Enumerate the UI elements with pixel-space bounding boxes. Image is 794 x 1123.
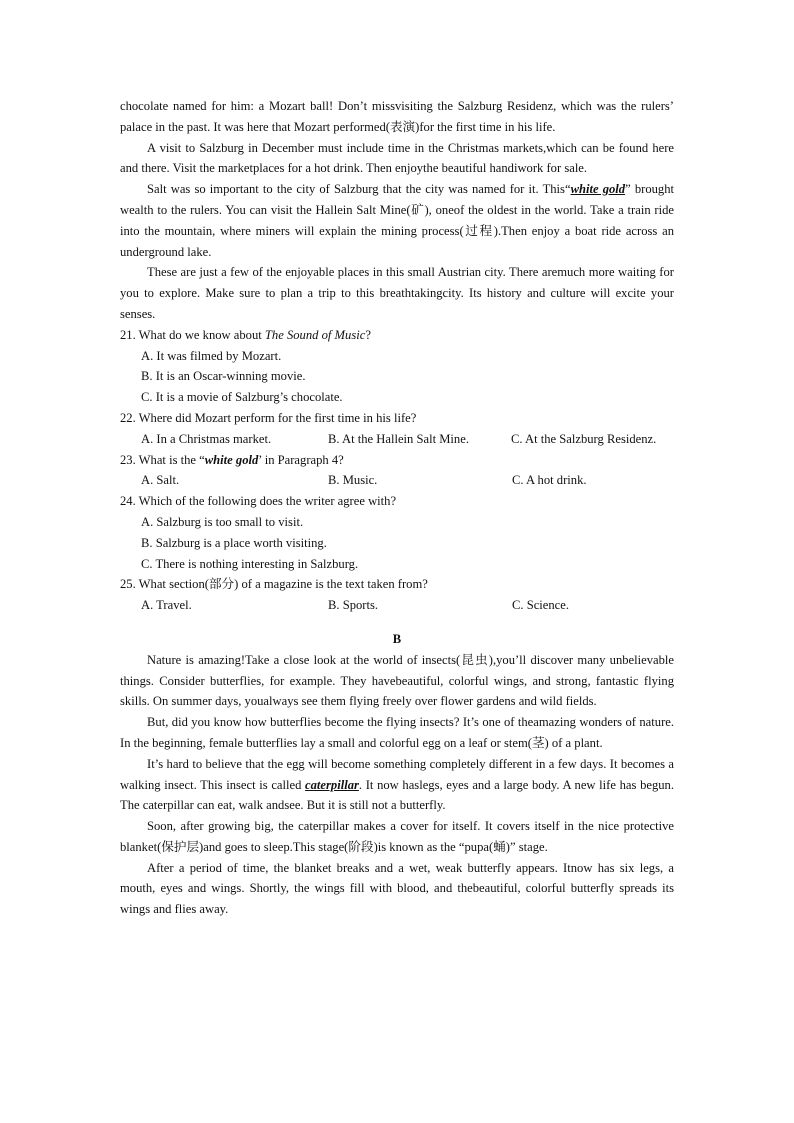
question-21 xyxy=(120,325,674,346)
question-24: 24. Which of the following does the writer agree with? xyxy=(120,494,397,509)
passage-a-paragraph-2: A visit to Salzburg in December must include time in the Christmas markets,which can be found here and there. Visit the marketplaces for a hot drink. Then enjoythe beautiful handiwork for sale. xyxy=(120,140,674,176)
p3-text-end: ” brought wealth to the rulers. You can visit the Hallein Salt Mine(矿), oneof the oldest in the world. Take a train ride into the mountain, where miners will explain the mining process(过程).Then enjoy a boat ride across an underground lake. xyxy=(120,182,674,259)
question-23-stem-end: ’ in Paragraph 4? xyxy=(258,452,344,467)
movie-title: The Sound of Music xyxy=(264,327,366,342)
passage-b-paragraph-4: Soon, after growing big, the caterpillar makes a cover for itself. It covers itself in the nice protective blanket(保护层)and goes to sleep.This stage(阶段)is known as the “pupa(蛹)” stage. xyxy=(120,819,674,854)
p3-text-start: Salt was so important to the city of Salzburg that the city was named for it. This“ xyxy=(147,182,571,197)
q22-option-a[interactable]: A. In a Christmas market. xyxy=(141,431,272,446)
q22-option-b[interactable]: B. At the Hallein Salt Mine. xyxy=(328,431,469,446)
q25-options-row xyxy=(120,595,674,616)
q24-option-b[interactable]: B. Salzburg is a place worth visiting. xyxy=(141,535,327,550)
q25-option-b[interactable]: B. Sports. xyxy=(328,598,379,613)
question-21-stem: 21. What do we know about xyxy=(120,327,265,342)
question-23 xyxy=(120,450,674,471)
q23-option-c[interactable]: C. A hot drink. xyxy=(512,473,587,488)
q21-option-a[interactable]: A. It was filmed by Mozart. xyxy=(141,348,282,363)
passage-b-paragraph-3 xyxy=(120,754,674,816)
caterpillar-term: caterpillar xyxy=(305,777,359,792)
document-page xyxy=(120,96,674,920)
q21-option-b[interactable]: B. It is an Oscar-winning movie. xyxy=(141,369,306,384)
passage-b-paragraph-2: But, did you know how butterflies become the flying insects? It’s one of theamazing wonders of nature. In the beginning, female butterflies lay a small and colorful egg on a leaf or stem(茎) of a plant. xyxy=(120,715,674,750)
q25-option-a[interactable]: A. Travel. xyxy=(141,598,192,613)
q23-option-b[interactable]: B. Music. xyxy=(328,473,378,488)
q24-option-a[interactable]: A. Salzburg is too small to visit. xyxy=(141,514,304,529)
b-p3-text-start: It’s hard to believe that the egg will become something completely different in a few days. It becomes a walking insect. This insect is called xyxy=(120,756,674,792)
white-gold-quote: white gold xyxy=(204,452,259,467)
white-gold-term: white gold xyxy=(570,182,626,197)
question-23-stem: 23. What is the “ xyxy=(120,452,205,467)
q25-option-c[interactable]: C. Science. xyxy=(512,598,570,613)
q24-option-c[interactable]: C. There is nothing interesting in Salzburg. xyxy=(141,556,359,571)
question-21-stem-end: ? xyxy=(365,327,371,342)
question-22: 22. Where did Mozart perform for the first time in his life? xyxy=(120,410,417,425)
q23-option-a[interactable]: A. Salt. xyxy=(141,473,180,488)
q23-options-row xyxy=(120,470,674,491)
passage-b-paragraph-5: After a period of time, the blanket breaks and a wet, weak butterfly appears. Itnow has six legs, a mouth, eyes and wings. Shortly, the wings fill with blood, and thebeautiful, colorful butterfly spreads its wings and flies away. xyxy=(120,860,674,917)
q22-options-row xyxy=(120,429,674,450)
passage-a-paragraph-1: chocolate named for him: a Mozart ball! Don’t missvisiting the Salzburg Residenz, which was the rulers’ palace in the past. It was here that Mozart performed(表演)for the first time in his life. xyxy=(120,99,674,134)
passage-b-paragraph-1: Nature is amazing!Take a close look at the world of insects(昆虫),you’ll discover many unbelievable things. Consider butterflies, for example. They havebeautiful, colorful wings, and strong, fantastic flying skills. On summer days, youalways see them flying freely over flower gardens and wild fields. xyxy=(120,652,674,709)
q22-option-c[interactable]: C. At the Salzburg Residenz. xyxy=(511,431,657,446)
b-p3-text-end: . It now haslegs, eyes and a large body. A new life has begun. The caterpillar can eat, walk andsee. But it is still not a butterfly. xyxy=(120,777,674,813)
passage-a-paragraph-4: These are just a few of the enjoyable places in this small Austrian city. There aremuch more waiting for you to explore. Make sure to plan a trip to this breathtakingcity. Its history and culture will excite your senses. xyxy=(120,265,674,321)
section-b-heading: B xyxy=(392,631,402,646)
q21-option-c[interactable]: C. It is a movie of Salzburg’s chocolate. xyxy=(141,390,343,405)
question-25: 25. What section(部分) of a magazine is the text taken from? xyxy=(120,577,428,592)
passage-a-paragraph-3 xyxy=(120,179,674,262)
